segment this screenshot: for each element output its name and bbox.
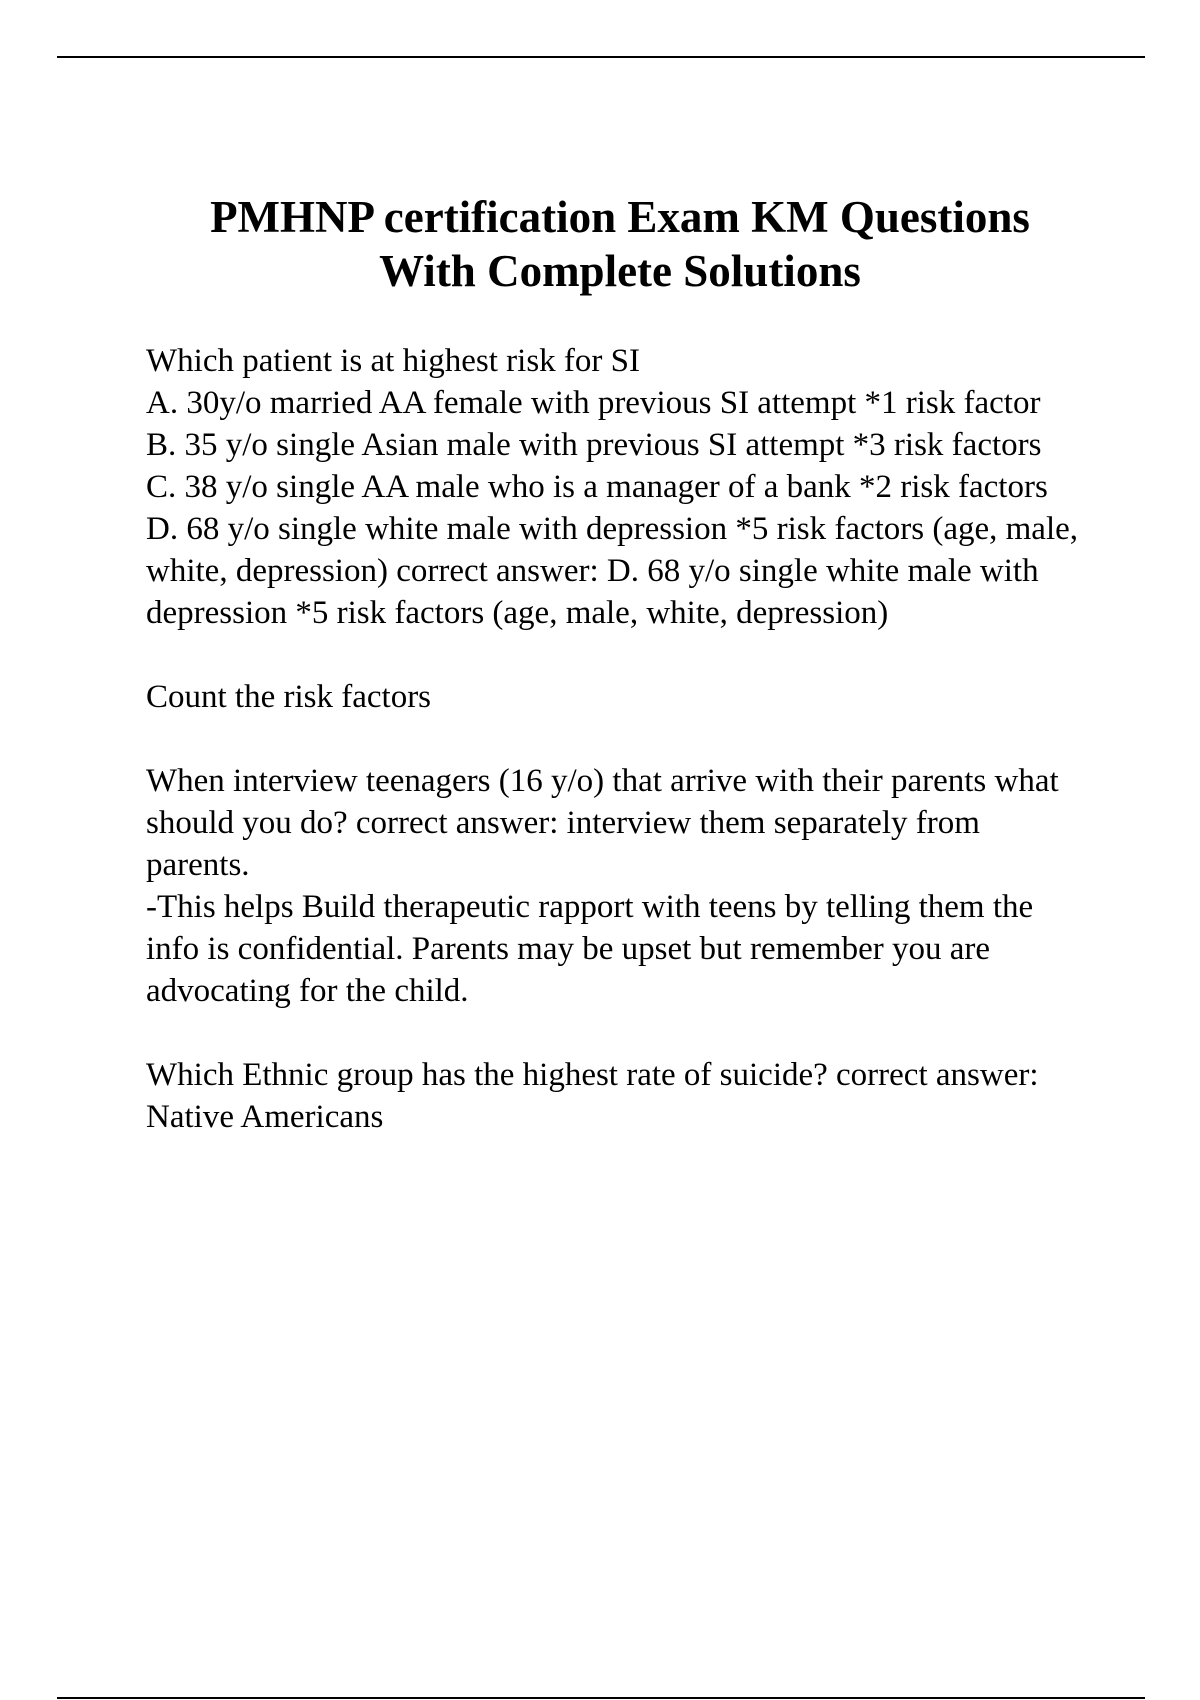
question-3 xyxy=(146,1054,1091,1138)
question-1-option-d: D. 68 y/o single white male with depression *5 risk factors (age, male, white, depression) correct answer: D. 68 y/o single white male with depression *5 risk factors (age, male, white, depression) xyxy=(146,511,1079,631)
question-2 xyxy=(146,760,1091,1012)
question-1-option-c: C. 38 y/o single AA male who is a manager of a bank *2 risk factors xyxy=(146,469,1048,505)
title-line-1: PMHNP certification Exam KM Questions xyxy=(210,192,1030,242)
spacer xyxy=(146,1012,1091,1054)
question-3-text: Which Ethnic group has the highest rate of suicide? correct answer: Native Americans xyxy=(146,1057,1039,1135)
title-line-2: With Complete Solutions xyxy=(379,246,861,296)
question-1-option-b: B. 35 y/o single Asian male with previous SI attempt *3 risk factors xyxy=(146,427,1042,463)
question-1-prompt: Which patient is at highest risk for SI xyxy=(146,343,640,379)
document-body xyxy=(146,340,1091,1138)
question-2-explanation: -This helps Build therapeutic rapport with teens by telling them the info is confidential. Parents may be upset but remember you are advocating for the child. xyxy=(146,889,1034,1009)
bottom-rule xyxy=(57,1697,1145,1699)
question-1 xyxy=(146,340,1091,718)
question-1-option-a: A. 30y/o married AA female with previous SI attempt *1 risk factor xyxy=(146,385,1041,421)
question-1-note: Count the risk factors xyxy=(146,679,432,715)
top-rule xyxy=(57,56,1145,58)
question-2-text: When interview teenagers (16 y/o) that arrive with their parents what should you do? correct answer: interview them separately from parents. xyxy=(146,763,1059,883)
spacer xyxy=(146,718,1091,760)
document-title xyxy=(60,190,1180,298)
spacer xyxy=(146,634,1091,676)
